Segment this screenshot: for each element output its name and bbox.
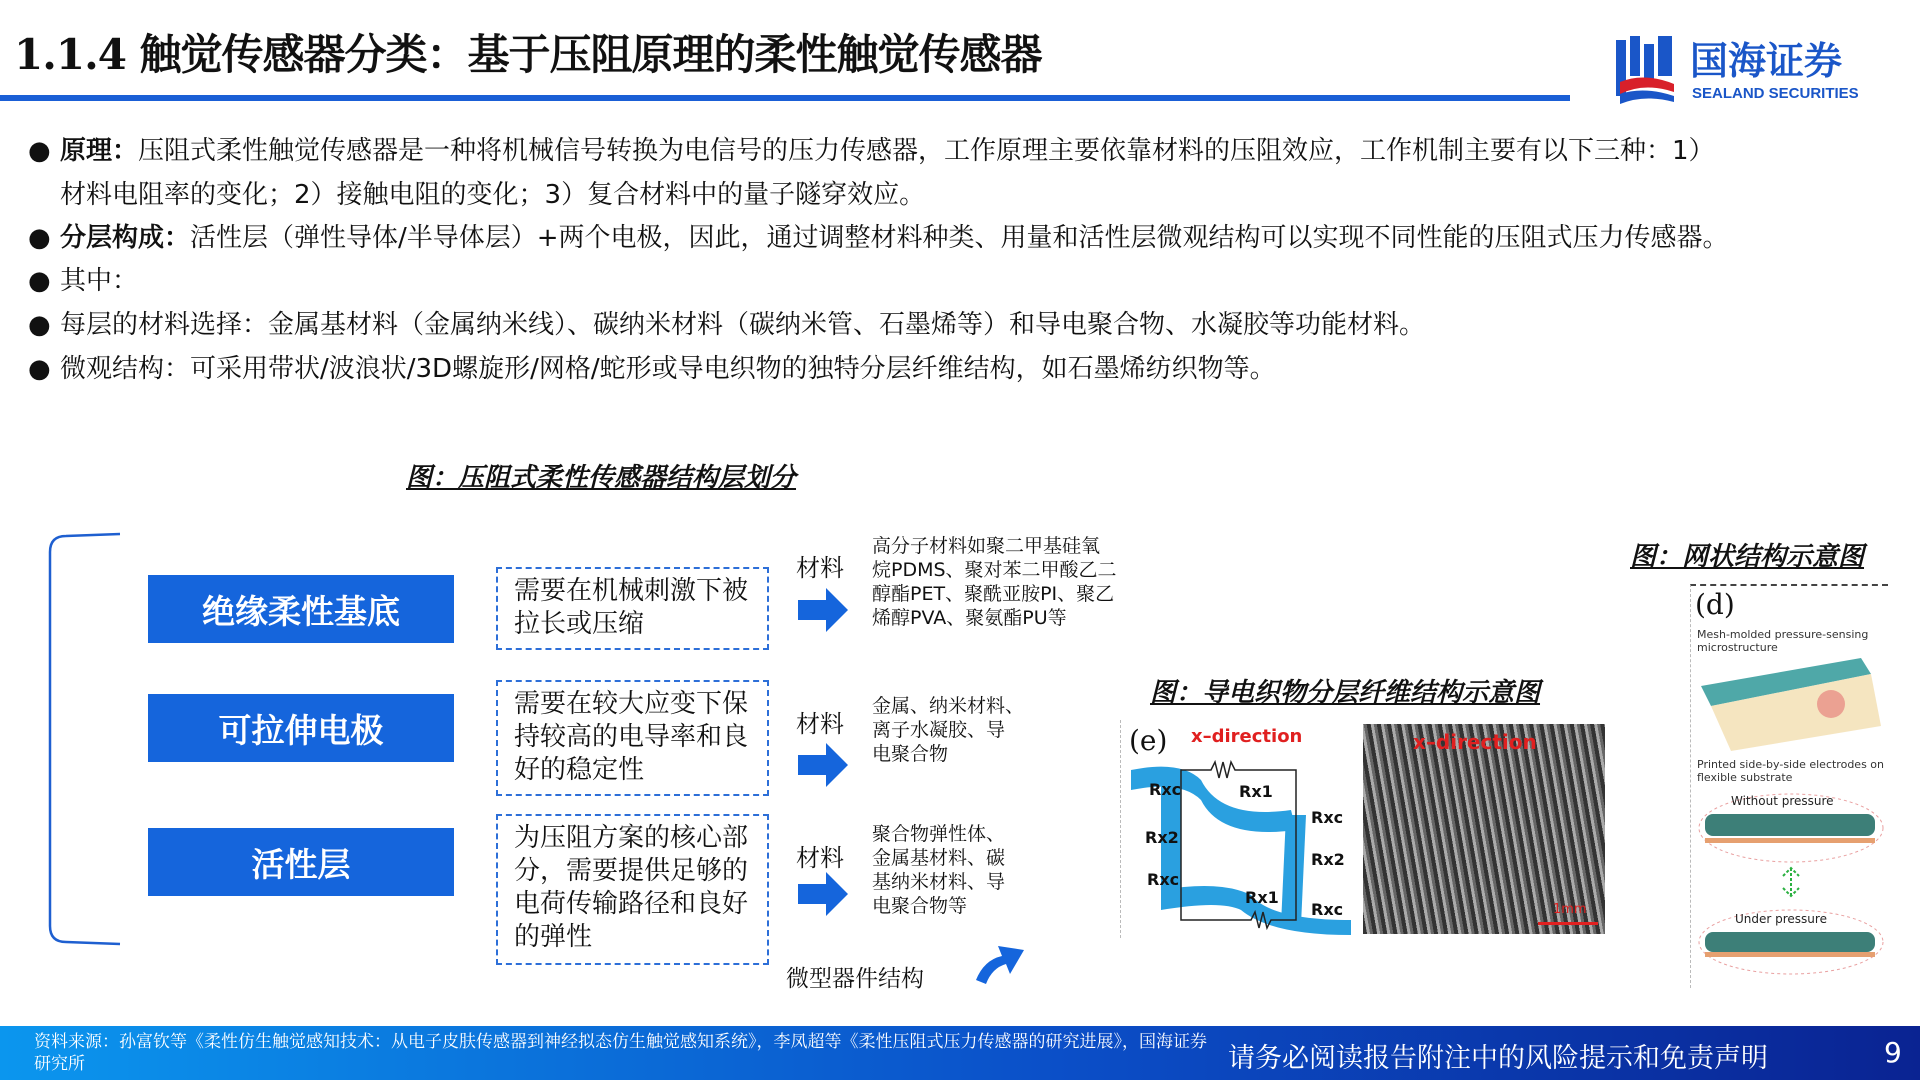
- bullet-layers: ● 分层构成：活性层（弹性导体/半导体层）+两个电极，因此，通过调整材料种类、用量和活性层微观结构可以实现不同性能的压阻式压力传感器。: [28, 223, 1729, 253]
- bullet-microstructure: ● 微观结构：可采用带状/波浪状/3D螺旋形/网格/蛇形或导电织物的独特分层纤维结构，如石墨烯纺织物等。: [28, 354, 1276, 384]
- electrodes-label: Printed side-by-side electrodes on flexible substrate: [1697, 758, 1884, 784]
- material-label: 材料: [796, 844, 844, 872]
- curved-arrow-icon: [974, 940, 1026, 984]
- source-note: 资料来源：孙富钦等《柔性仿生触觉感知技术：从电子皮肤传感器到神经拟态仿生触觉感知系统》，李凤超等《柔性压阻式压力传感器的研究进展》，国海证券研究所: [34, 1032, 1207, 1074]
- without-pressure-label: Without pressure: [1731, 794, 1834, 808]
- figure3-caption: 图：网状结构示意图: [1630, 542, 1865, 572]
- material-label: 材料: [796, 554, 844, 582]
- right-arrow-icon: [798, 743, 848, 787]
- bullet-principle: ● 原理：压阻式柔性触觉传感器是一种将机械信号转换为电信号的压力传感器，工作原理主要依靠材料的压阻效应，工作机制主要有以下三种：1）: [28, 136, 1715, 166]
- page-title: 1.1.4 触觉传感器分类：基于压阻原理的柔性触觉传感器: [14, 30, 1042, 79]
- sem-direction-label: x–direction: [1413, 730, 1537, 754]
- scale-bar-label: 1mm: [1553, 902, 1587, 917]
- figure1-caption: 图：压阻式柔性传感器结构层划分: [406, 463, 797, 493]
- electrode-materials: 金属、纳米材料、 离子水凝胶、导 电聚合物: [872, 695, 1025, 765]
- footer: [0, 1026, 1920, 1080]
- layer-electrode: 可拉伸电极: [148, 694, 454, 762]
- active-materials: 聚合物弹性体、 金属基材料、碳 基纳米材料、导 电聚合物等: [872, 823, 1006, 917]
- sem-image: [1363, 724, 1605, 934]
- under-pressure-label: Under pressure: [1735, 912, 1827, 926]
- microstructure-label: Mesh-molded pressure-sensing microstructure: [1697, 628, 1869, 654]
- bullet-materials: ● 每层的材料选择：金属基材料（金属纳米线）、碳纳米材料（碳纳米管、石墨烯等）和导电聚合物、水凝胶等功能材料。: [28, 310, 1426, 340]
- micro-structure-label: 微型器件结构: [786, 966, 924, 992]
- material-label: 材料: [796, 710, 844, 738]
- disclaimer: 请务必阅读报告附注中的风险提示和免责声明: [1228, 1043, 1768, 1074]
- figure2-caption: 图：导电织物分层纤维结构示意图: [1150, 678, 1541, 708]
- resistor-label: Rx1: [1239, 782, 1273, 801]
- substrate-materials: 高分子材料如聚二甲基硅氧 烷PDMS、聚对苯二甲酸乙二 醇酯PET、聚酰亚胺PI、聚乙 烯醇PVA、聚氨酯PU等: [872, 535, 1117, 629]
- direction-label: x–direction: [1191, 726, 1303, 747]
- mesh-structure-diagram: [1690, 584, 1888, 988]
- svg-text:国海证券: 国海证券: [1690, 39, 1843, 83]
- layer-bracket: [46, 532, 126, 946]
- right-arrow-icon: [798, 588, 848, 632]
- bullet-among: ● 其中：: [28, 266, 139, 296]
- layer-active: 活性层: [148, 828, 454, 896]
- resistor-label: Rx2: [1311, 850, 1345, 869]
- page-number: 9: [1884, 1036, 1902, 1069]
- active-requirement: 为压阻方案的核心部分，需要提供足够的电荷传输路径和良好的弹性: [496, 814, 769, 965]
- svg-text:SEALAND SECURITIES: SEALAND SECURITIES: [1692, 85, 1859, 102]
- resistor-label: Rxc: [1311, 808, 1344, 827]
- panel-label: (d): [1695, 588, 1735, 621]
- panel-label: (e): [1129, 724, 1168, 757]
- substrate-requirement: 需要在机械刺激下被拉长或压缩: [496, 567, 769, 650]
- resistor-label: Rx2: [1145, 828, 1179, 847]
- company-logo: [1614, 36, 1884, 106]
- bullet-principle-cont: 材料电阻率的变化；2）接触电阻的变化；3）复合材料中的量子隧穿效应。: [60, 180, 926, 210]
- right-arrow-icon: [798, 872, 848, 916]
- layer-substrate: 绝缘柔性基底: [148, 575, 454, 643]
- resistor-label: Rx1: [1245, 888, 1279, 907]
- scale-bar: [1538, 922, 1598, 925]
- electrode-requirement: 需要在较大应变下保持较高的电导率和良好的稳定性: [496, 680, 769, 796]
- resistor-label: Rxc: [1311, 900, 1344, 919]
- resistor-label: Rxc: [1149, 780, 1182, 799]
- fabric-circuit-diagram: [1120, 720, 1356, 938]
- title-divider: [0, 95, 1570, 101]
- resistor-label: Rxc: [1147, 870, 1180, 889]
